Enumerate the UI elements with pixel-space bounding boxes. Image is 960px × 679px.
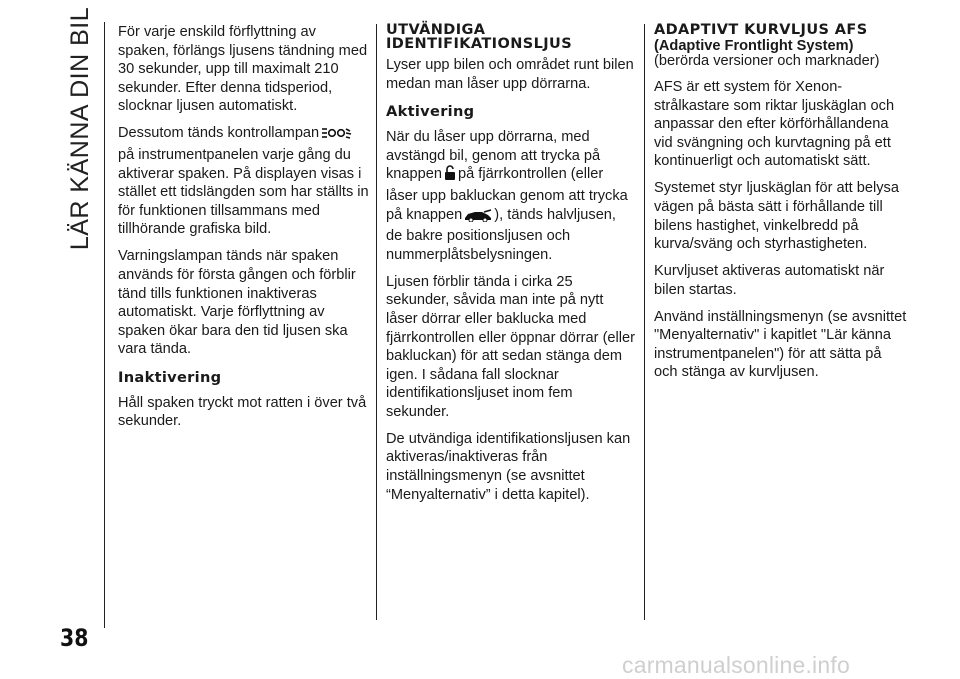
paragraph: Använd inställningsmenyn (se avsnittet "Menyalternativ" i kapitlet "Lär känna instrumentpanelen") för att sätta på och stänga av kurvljusen. <box>654 308 907 381</box>
column-1 <box>118 23 370 439</box>
unlock-padlock-icon <box>444 165 456 187</box>
follow-me-lamp-icon <box>321 126 354 146</box>
watermark: carmanualsonline.info <box>622 652 850 678</box>
section-heading: Inaktivering <box>118 368 222 386</box>
paragraph: Kurvljuset aktiveras automatiskt när bilen startas. <box>654 263 885 298</box>
section-subtitle: (Adaptive Frontlight System) <box>654 38 854 54</box>
paragraph: AFS är ett system för Xenon-strålkastare som riktar ljuskäglan och anpassar den efter körförhållandena vid svängning och kurvtagning på ett kontinuerligt och automatiskt sätt. <box>654 79 895 170</box>
paragraph: Lyser upp bilen och området runt bilen medan man låser upp dörrarna. <box>386 57 634 92</box>
paragraph: När du låser upp dörrarna, med avstängd bil, genom att trycka på knappen på fjärrkontrollen (eller låser upp bakluckan genom att trycka på knappen ), tänds halvljusen, de bakre positionsljusen och nummerplåtsbelysningen. <box>386 129 628 263</box>
column-2 <box>386 23 636 513</box>
chapter-title: LÄR KÄNNA DIN BIL <box>66 6 95 250</box>
column-divider <box>376 24 377 620</box>
column-3 <box>654 23 908 390</box>
page-number: 38 <box>60 624 89 652</box>
section-note: (berörda versioner och marknader) <box>654 53 880 69</box>
section-title: UTVÄNDIGA IDENTIFIKATIONSLJUS <box>386 22 573 52</box>
paragraph: Ljusen förblir tända i cirka 25 sekunder, såvida man inte på nytt låser dörrar eller baklucka med fjärrkontrollen eller öppnar dörrar (eller bakluckan) för att sedan stänga dem igen. I sådana fall slocknar identifikationsljuset inom fem sekunder. <box>386 273 636 420</box>
car-tailgate-icon <box>464 209 492 228</box>
paragraph: För varje enskild förflyttning av spaken, förlängs ljusens tändning med 30 sekunder, upp till maximalt 210 sekunder. Efter denna tidsperiod, slocknar ljusen automatiskt. <box>118 24 368 115</box>
paragraph: Dessutom tänds kontrollampanpå instrumentpanelen varje gång du aktiverar spaken. På displayen visas i stället ett tidslängden som har ställts in för funktionen tillsammans med tillhörande grafiska bild. <box>118 125 369 238</box>
paragraph: Håll spaken tryckt mot ratten i över två sekunder. <box>118 394 367 430</box>
paragraph: Varningslampan tänds när spaken används för första gången och förblir tänd tills funktionen inaktiveras automatiskt. Varje förflyttning av spaken ökar bara den tid ljusen ska vara tända. <box>118 248 356 358</box>
paragraph: Systemet styr ljuskäglan för att belysa vägen på bästa sätt i förhållande till bilens hastighet, vinkelbredd på kurva/sväng och styrhastigheten. <box>654 180 899 253</box>
sidebar-divider <box>104 22 105 628</box>
column-divider <box>644 24 645 620</box>
section-title: ADAPTIVT KURVLJUS AFS <box>654 22 868 38</box>
section-heading: Aktivering <box>386 103 475 121</box>
paragraph: De utvändiga identifikationsljusen kan aktiveras/inaktiveras från inställningsmenyn (se avsnittet “Menyalternativ” i detta kapitel). <box>386 430 631 503</box>
